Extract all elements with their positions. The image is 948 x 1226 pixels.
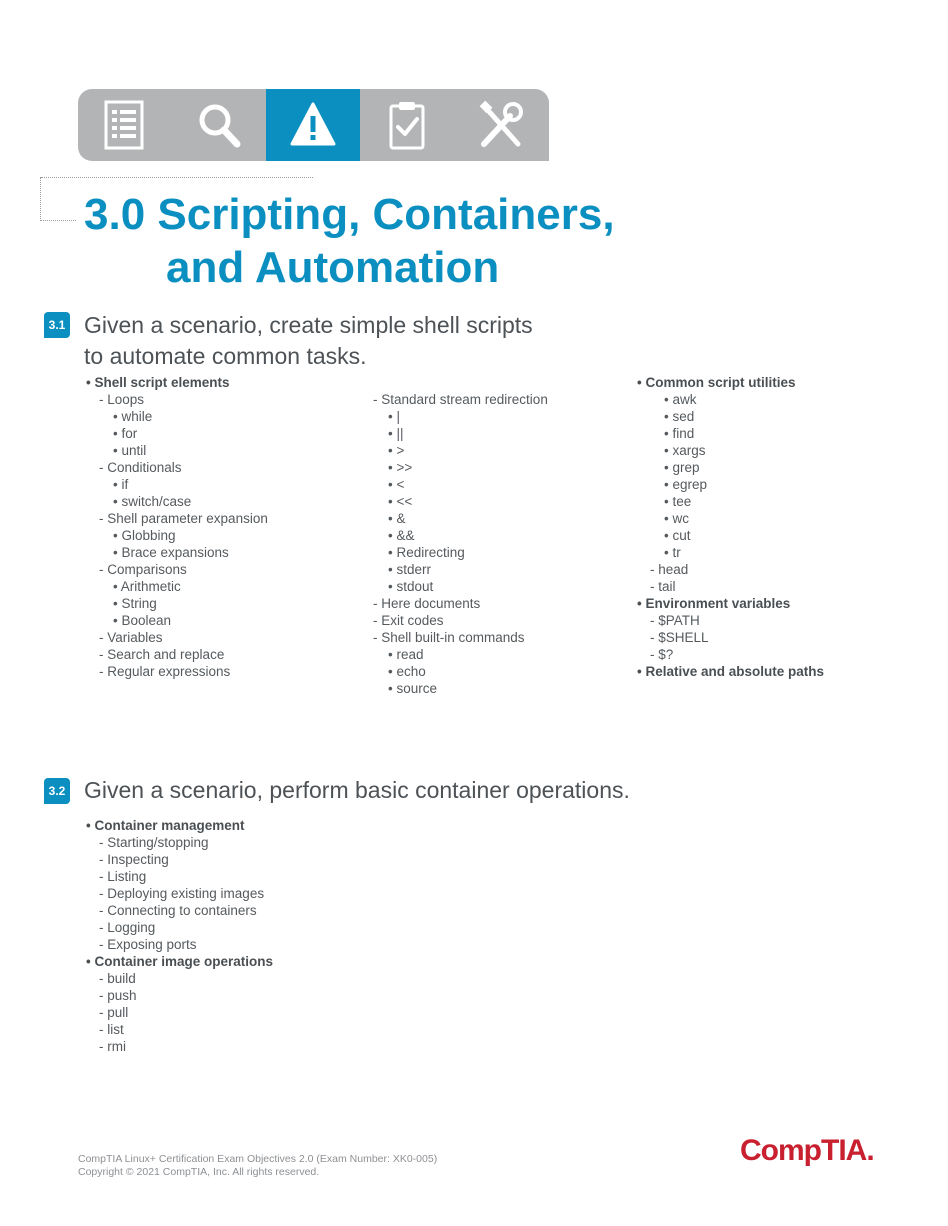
footer-line-2: Copyright © 2021 CompTIA, Inc. All rights reserved. [78,1166,320,1178]
list-item: - Loops [99,392,145,407]
list-item: • & [388,511,406,526]
list-item: • Redirecting [388,545,465,560]
list-item: - Comparisons [99,562,187,577]
list-item: • Shell script elements [86,375,230,390]
guide-line [40,220,76,221]
title-line-2: and Automation [166,243,500,292]
list-item: • awk [664,392,697,407]
list-item: - build [99,971,136,986]
list-item: • echo [388,664,426,679]
list-item: - Variables [99,630,163,645]
list-item: • grep [664,460,700,475]
comptia-logo: CompTIA. [740,1134,874,1167]
list-item: • || [388,426,404,441]
objective-column-4 [86,817,273,1055]
list-item: • >> [388,460,413,475]
list-item: • if [113,477,129,492]
list-item: • Boolean [113,613,172,628]
list-item: • source [388,681,437,696]
list-item: - Listing [99,869,147,884]
list-item: - rmi [99,1039,126,1054]
section-heading [84,310,533,372]
section-badge: 3.2 [44,778,70,804]
list-item: - pull [99,1005,129,1020]
list-item: • Relative and absolute paths [637,664,825,679]
list-item: - Logging [99,920,156,935]
list-item: - Connecting to containers [99,903,257,918]
list-item: - $PATH [650,613,700,628]
list-item: • switch/case [113,494,192,509]
list-item: • Container image operations [86,954,274,969]
list-item: • stderr [388,562,431,577]
guide-line [40,177,41,221]
page-title [84,188,615,294]
list-item: - Starting/stopping [99,835,209,850]
list-item: • cut [664,528,691,543]
list-item: • tee [664,494,692,509]
list-item: • read [388,647,424,662]
title-line-1: 3.0 Scripting, Containers, [84,190,615,239]
list-item: • wc [664,511,689,526]
list-item: • | [388,409,400,424]
list-item: • > [388,443,405,458]
list-item: - Here documents [373,596,481,611]
tab-checklist[interactable] [360,89,454,161]
list-item: - Shell built-in commands [373,630,525,645]
objective-tab-bar [78,89,549,161]
list-item: - Exit codes [373,613,444,628]
list-document-icon [102,100,148,150]
list-item: - Exposing ports [99,937,197,952]
list-item: • << [388,494,413,509]
tab-search[interactable] [172,89,266,161]
section-heading: Given a scenario, perform basic container operations. [84,777,630,803]
footer [78,1153,437,1179]
list-item: • Common script utilities [637,375,796,390]
tools-icon [478,100,524,150]
list-item: • Arithmetic [113,579,181,594]
list-item: • Container management [86,818,245,833]
list-item: - head [650,562,689,577]
footer-line-1: CompTIA Linux+ Certification Exam Objectives 2.0 (Exam Number: XK0-005) [78,1153,438,1165]
section-heading-line-2: to automate common tasks. [84,343,367,369]
warning-icon [290,100,336,150]
objective-column-3 [637,374,824,680]
list-item: • egrep [664,477,708,492]
list-item: - $? [650,647,674,662]
list-item: • Brace expansions [113,545,229,560]
list-item: - Search and replace [99,647,225,662]
list-item: • find [664,426,695,441]
list-item: • && [388,528,415,543]
list-item: • stdout [388,579,434,594]
objective-column-1 [86,374,268,680]
list-item: • until [113,443,147,458]
list-item: • Environment variables [637,596,791,611]
list-item: - Inspecting [99,852,169,867]
list-item: • String [113,596,157,611]
list-item: - $SHELL [650,630,709,645]
list-item: • sed [664,409,695,424]
list-item: • tr [664,545,681,560]
section-heading-line-1: Given a scenario, create simple shell scripts [84,312,533,338]
list-item: • xargs [664,443,706,458]
list-item: • for [113,426,138,441]
tab-list[interactable] [78,89,172,161]
list-item: - Deploying existing images [99,886,265,901]
clipboard-check-icon [384,100,430,150]
list-item: - Shell parameter expansion [99,511,268,526]
list-item: - tail [650,579,676,594]
list-item: - Regular expressions [99,664,231,679]
list-item: • Globbing [113,528,176,543]
tab-warning[interactable] [266,89,360,161]
list-item: • while [113,409,153,424]
list-item: - push [99,988,137,1003]
tab-tools[interactable] [454,89,548,161]
list-item: - list [99,1022,124,1037]
guide-line [41,177,313,178]
list-item: - Conditionals [99,460,182,475]
objective-column-2 [373,391,548,697]
list-item: • < [388,477,405,492]
magnifier-icon [196,100,242,150]
section-badge: 3.1 [44,312,70,338]
list-item: - Standard stream redirection [373,392,548,407]
